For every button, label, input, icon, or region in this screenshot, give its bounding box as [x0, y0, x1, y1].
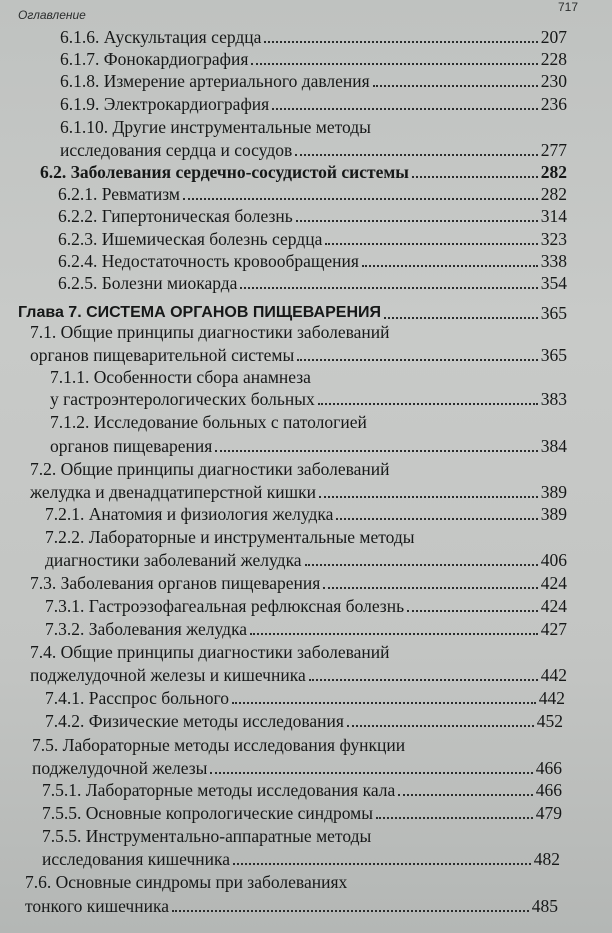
- page-number: 717: [557, 0, 578, 14]
- dot-leader: [297, 359, 538, 361]
- toc-entry-title: 6.2.5. Болезни миокарда: [58, 273, 238, 293]
- dot-leader: [318, 403, 538, 405]
- toc-entry-title: 7.1.1. Особенности сбора анамнеза: [50, 367, 311, 387]
- toc-entry-title: 7.5.1. Лабораторные методы исследования кала: [42, 780, 396, 800]
- dot-leader: [325, 243, 537, 245]
- toc-entry-page: 282: [540, 184, 567, 204]
- dot-leader: [373, 85, 538, 87]
- dot-leader: [272, 108, 538, 110]
- toc-entry-title: 7.3. Заболевания органов пищеварения: [30, 573, 321, 593]
- toc-entry-title: тонкого кишечника: [25, 896, 169, 916]
- dot-leader: [233, 863, 531, 865]
- dot-leader: [407, 610, 538, 612]
- toc-entry-page: 282: [540, 162, 567, 182]
- toc-entry-page: 384: [540, 436, 567, 456]
- toc-entry: [45, 688, 565, 708]
- dot-leader: [384, 317, 538, 319]
- toc-entry: [42, 780, 562, 800]
- toc-entry-page: 277: [540, 140, 567, 160]
- dot-leader: [210, 772, 532, 774]
- dot-leader: [323, 587, 537, 589]
- toc-entry-title: 7.2.2. Лабораторные и инструментальные методы: [45, 527, 415, 547]
- toc-entry: [45, 527, 567, 547]
- toc-entry-title: 7.4. Общие принципы диагностики заболеваний: [30, 642, 390, 662]
- toc-entry: [30, 322, 567, 342]
- toc-entry: [32, 735, 565, 755]
- dot-leader: [305, 564, 538, 566]
- toc-entry-title: [18, 301, 381, 323]
- dot-leader: [412, 176, 538, 178]
- toc-entry: [45, 504, 567, 524]
- toc-entry-title: 7.3.1. Гастроэзофагеальная рефлюксная болезнь: [45, 596, 405, 616]
- toc-entry-title: 7.2. Общие принципы диагностики заболеваний: [30, 459, 390, 479]
- toc-entry: [45, 619, 567, 639]
- toc-entry-title: поджелудочной железы: [32, 758, 208, 778]
- toc-entry-title: 7.4.2. Физические методы исследования: [45, 711, 344, 731]
- toc-entry-title: 7.3.2. Заболевания желудка: [45, 619, 248, 639]
- toc-entry: [50, 412, 567, 432]
- toc-entry-page: 323: [540, 229, 567, 249]
- toc-entry-title: исследования сердца и сосудов: [60, 140, 293, 160]
- toc-entry-title: 7.5. Лабораторные методы исследования функции: [32, 735, 406, 755]
- toc-entry: [42, 826, 560, 846]
- toc-entry-page: 236: [540, 94, 567, 114]
- toc-entry: [30, 482, 567, 502]
- toc-entry-title: поджелудочной железы и кишечника: [30, 665, 306, 685]
- toc-entry: [40, 162, 567, 182]
- toc-entry-page: 442: [540, 665, 567, 685]
- toc-entry: [60, 27, 567, 47]
- toc-entry: [25, 896, 558, 916]
- dot-leader: [232, 702, 536, 704]
- dot-leader: [398, 794, 532, 796]
- toc-entry-page: 485: [531, 896, 558, 916]
- toc-entry-page: 383: [540, 389, 567, 409]
- toc-entry-title: 6.2.2. Гипертоническая болезнь: [58, 206, 293, 226]
- toc-entry-page: 228: [540, 49, 567, 69]
- toc-entry-page: 482: [533, 849, 560, 869]
- toc-entry: [60, 49, 567, 69]
- toc-entry-page: 230: [540, 71, 567, 91]
- toc-entry: [58, 273, 567, 293]
- dot-leader: [376, 817, 533, 819]
- toc-entry-page: 466: [535, 780, 562, 800]
- toc-entry-title: 7.1.2. Исследование больных с патологией: [50, 412, 367, 432]
- toc-entry: [45, 711, 563, 731]
- toc-entry-title: органов пищеварительной системы: [30, 345, 295, 365]
- dot-leader: [336, 518, 537, 520]
- toc-entry-title: исследования кишечника: [42, 849, 230, 869]
- toc-entry-title: 7.4.1. Расспрос больного: [45, 688, 229, 708]
- toc-entry-page: 354: [540, 273, 567, 293]
- toc-entry-title: 7.2.1. Анатомия и физиология желудка: [45, 504, 334, 524]
- toc-entry-title: 6.1.9. Электрокардиография: [60, 94, 270, 114]
- toc-entry-title: у гастроэнтерологических больных: [50, 389, 315, 409]
- toc-entry-page: 406: [540, 550, 567, 570]
- toc-entry-title: органов пищеварения: [50, 436, 213, 456]
- toc-entry-page: 389: [540, 482, 567, 502]
- chapter-label: Глава 7.: [18, 304, 87, 321]
- toc-entry: [30, 642, 567, 662]
- dot-leader: [183, 198, 538, 200]
- toc-entry-page: 424: [540, 596, 567, 616]
- dot-leader: [309, 679, 538, 681]
- toc-entry-title: 6.1.7. Фонокардиография: [60, 49, 249, 69]
- toc-entry: [30, 345, 567, 365]
- toc-entry: [58, 251, 567, 271]
- toc-entry-page: 207: [540, 27, 567, 47]
- toc-entry-page: 452: [536, 711, 563, 731]
- dot-leader: [264, 41, 537, 43]
- toc-entry: [18, 301, 567, 323]
- dot-leader: [172, 910, 529, 912]
- toc-entry: [30, 573, 567, 593]
- dot-leader: [296, 220, 538, 222]
- toc-entry: [42, 849, 560, 869]
- toc-entry-page: 466: [535, 758, 562, 778]
- toc-entry-page: 338: [540, 251, 567, 271]
- toc-entry: [30, 665, 567, 685]
- toc-entry: [50, 367, 567, 387]
- toc-entry: [60, 94, 567, 114]
- toc-entry-page: 389: [540, 504, 567, 524]
- dot-leader: [319, 496, 538, 498]
- toc-entry: [60, 71, 567, 91]
- toc-entry: [45, 550, 567, 570]
- toc-entry-title: 7.5.5. Основные копрологические синдромы: [42, 803, 374, 823]
- toc-entry-title: диагностики заболеваний желудка: [45, 550, 302, 570]
- toc-entry: [50, 389, 567, 409]
- toc-entry-title: 7.5.5. Инструментально-аппаратные методы: [42, 826, 372, 846]
- toc-entry-title: 6.1.10. Другие инструментальные методы: [60, 117, 371, 137]
- dot-leader: [250, 633, 538, 635]
- toc-entry-page: 365: [540, 303, 567, 323]
- toc-entry-title: 6.2. Заболевания сердечно-сосудистой системы: [40, 162, 409, 182]
- dot-leader: [347, 725, 534, 727]
- toc-entry: [60, 140, 567, 160]
- toc-entry: [42, 803, 562, 823]
- dot-leader: [295, 154, 537, 156]
- toc-entry: [45, 596, 567, 616]
- dot-leader: [362, 265, 538, 267]
- toc-entry-page: 424: [540, 573, 567, 593]
- toc-entry: [58, 184, 567, 204]
- toc-entry: [32, 758, 562, 778]
- toc-entry-title: 6.2.1. Ревматизм: [58, 184, 181, 204]
- toc-entry-page: 365: [540, 345, 567, 365]
- toc-entry-page: 314: [540, 206, 567, 226]
- toc-entry-title: 6.1.8. Измерение артериального давления: [60, 71, 370, 91]
- toc-entry-title: 6.2.4. Недостаточность кровообращения: [58, 251, 359, 271]
- toc-entry-title: 6.2.3. Ишемическая болезнь сердца: [58, 229, 323, 249]
- toc-entry-title: желудка и двенадцатиперстной кишки: [30, 482, 316, 502]
- dot-leader: [215, 450, 537, 452]
- dot-leader: [251, 63, 537, 65]
- toc-entry-page: 479: [535, 803, 562, 823]
- toc-entry: [58, 206, 567, 226]
- toc-entry: [60, 117, 567, 137]
- toc-entry: [50, 436, 567, 456]
- toc-entry: [30, 459, 567, 479]
- toc-entry-title: 6.1.6. Аускультация сердца: [60, 27, 262, 47]
- toc-entry-page: 427: [540, 619, 567, 639]
- toc-entry-title: 7.1. Общие принципы диагностики заболеваний: [30, 322, 390, 342]
- toc-entry-title: 7.6. Основные синдромы при заболеваниях: [25, 872, 348, 892]
- chapter-title: СИСТЕМА ОРГАНОВ ПИЩЕВАРЕНИЯ: [86, 304, 381, 321]
- toc-entry-page: 442: [538, 688, 565, 708]
- toc-entry: [58, 229, 567, 249]
- toc-entry: [25, 872, 558, 892]
- dot-leader: [240, 287, 537, 289]
- running-header-title: Оглавление: [18, 8, 86, 22]
